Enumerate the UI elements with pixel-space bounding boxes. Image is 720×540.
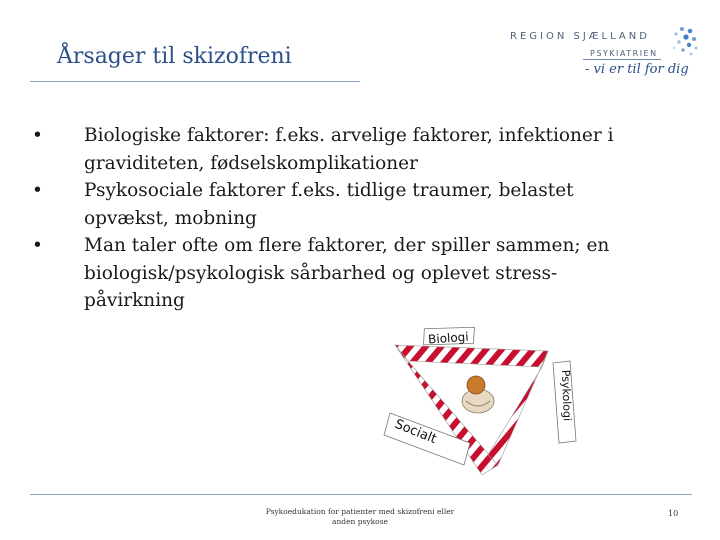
psykologi-bar xyxy=(488,351,576,465)
logo-dots-icon xyxy=(660,26,700,62)
socialt-label: Socialt xyxy=(392,416,439,448)
biologi-bar xyxy=(395,325,548,367)
bullet-item xyxy=(30,177,650,232)
logo-divider xyxy=(583,59,661,60)
bullet-item xyxy=(30,232,650,315)
bullet-text: Biologiske faktorer: f.eks. arvelige faktorer, infektioner i graviditeten, fødselskomplikationer xyxy=(84,125,614,174)
vulnerability-triangle-illustration xyxy=(370,315,590,485)
bullet-symbol: • xyxy=(32,180,43,201)
footer-divider xyxy=(30,494,692,495)
page-number: 10 xyxy=(668,509,679,518)
bullet-text: Psykosociale faktorer f.eks. tidlige traumer, belastet opvækst, mobning xyxy=(84,180,574,229)
bullet-text: Man taler ofte om flere faktorer, der spiller sammen; en biologisk/psykologisk sårbarhed og oplevet stress-påvirkning xyxy=(84,235,610,311)
region-sjaelland-logo xyxy=(505,28,695,90)
footer-text: Psykoedukation for patienter med skizofreni eller anden psykose xyxy=(265,507,455,526)
biologi-label: Biologi xyxy=(427,329,470,347)
bullet-item xyxy=(30,122,650,177)
bullet-symbol: • xyxy=(32,235,43,256)
bullet-list xyxy=(30,122,650,315)
bullet-symbol: • xyxy=(32,125,43,146)
logo-tagline: - vi er til for dig xyxy=(585,62,689,77)
sitting-person-figure xyxy=(462,376,494,413)
title-divider xyxy=(30,81,360,82)
slide-title: Årsager til skizofreni xyxy=(57,44,292,69)
psykologi-label: Psykologi xyxy=(559,369,574,422)
logo-psykiatrien-text: PSYKIATRIEN xyxy=(590,49,658,58)
logo-region-text: REGION SJÆLLAND xyxy=(510,31,650,42)
